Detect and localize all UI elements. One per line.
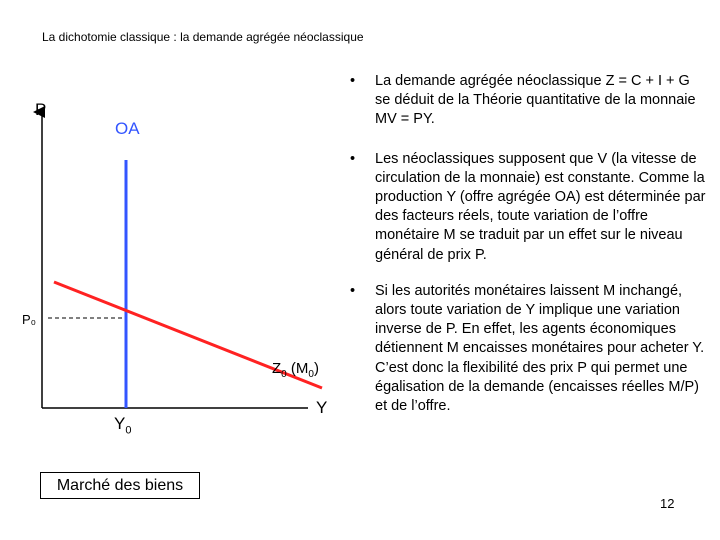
bullet-text: Si les autorités monétaires laissent M inchangé, alors toute variation de Y implique une variation inverse de P. En effet, les agents économiques détiennent M encaisses monétaires pour acheter Y. C’est donc la flexibilité des prix P qui permet une égalisation de la demande (encaisses réelles M/P) et de l’offre.: [375, 282, 705, 415]
bullet-mark: •: [350, 73, 356, 89]
supply-curve-label: OA: [115, 119, 140, 138]
page-number: 12: [660, 496, 675, 511]
bullet-item: [350, 72, 706, 130]
y-axis-label: P: [35, 100, 47, 119]
bullet-item: [350, 150, 706, 265]
market-label-box: Marché des biens: [40, 472, 200, 499]
price-level-label: P₀: [22, 312, 37, 327]
bullet-text: La demande agrégée néoclassique Z = C + I + G se déduit de la Théorie quantitative de la monnaie MV = PY.: [375, 73, 696, 128]
x-axis-label: Y: [316, 398, 328, 417]
bullet-text: Les néoclassiques supposent que V (la vitesse de circulation de la monnaie) est constante. Comme la production Y (offre agrégée OA) est déterminée par des facteurs réels, toute variation de l’offre monétaire M se traduit par un effet sur le niveau général de prix P.: [375, 150, 706, 263]
bullet-list: [350, 72, 706, 436]
demand-curve-label: $Z_0$ $(M_0)$: [272, 360, 319, 380]
bullet-mark: •: [350, 282, 356, 299]
slide-title: La dichotomie classique : la demande agrégée néoclassique: [42, 30, 364, 44]
bullet-item: [350, 282, 706, 416]
bullet-mark: •: [350, 150, 356, 167]
output-level-label: $Y_0$: [114, 414, 132, 437]
